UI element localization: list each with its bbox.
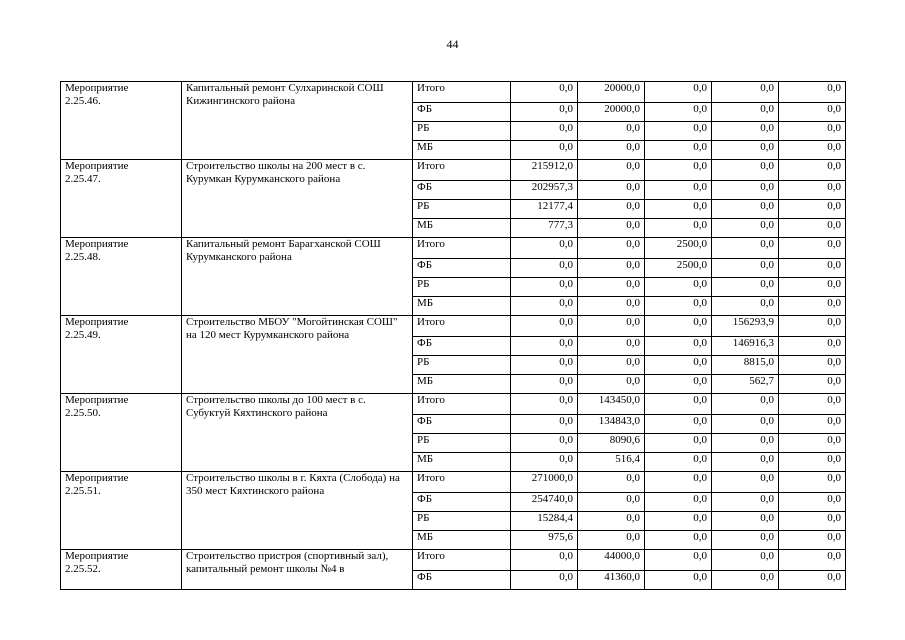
amount-cell: 0,0 <box>712 141 779 160</box>
amount-cell: 0,0 <box>645 434 712 453</box>
amount-cell: 0,0 <box>511 434 578 453</box>
event-description: Строительство МБОУ "Могойтинская СОШ" на 120 мест Курумканского района <box>182 316 413 394</box>
amount-cell: 0,0 <box>511 103 578 122</box>
amount-cell: 0,0 <box>645 453 712 472</box>
amount-cell: 0,0 <box>779 82 846 103</box>
amount-cell: 0,0 <box>779 160 846 181</box>
funding-source: Итого <box>413 82 511 103</box>
amount-cell: 0,0 <box>779 415 846 434</box>
amount-cell: 0,0 <box>712 571 779 590</box>
amount-cell: 0,0 <box>578 160 645 181</box>
amount-cell: 20000,0 <box>578 82 645 103</box>
amount-cell: 0,0 <box>578 278 645 297</box>
amount-cell: 0,0 <box>578 259 645 278</box>
funding-source: МБ <box>413 219 511 238</box>
funding-source: РБ <box>413 200 511 219</box>
budget-table <box>60 81 846 590</box>
amount-cell: 0,0 <box>779 571 846 590</box>
amount-cell: 0,0 <box>645 375 712 394</box>
funding-source: ФБ <box>413 103 511 122</box>
amount-cell: 8815,0 <box>712 356 779 375</box>
amount-cell: 0,0 <box>779 141 846 160</box>
event-description: Строительство школы в г. Кяхта (Слобода) на 350 мест Кяхтинского района <box>182 472 413 550</box>
amount-cell: 0,0 <box>645 472 712 493</box>
amount-cell: 0,0 <box>712 200 779 219</box>
funding-source: ФБ <box>413 337 511 356</box>
amount-cell: 0,0 <box>578 181 645 200</box>
amount-cell: 0,0 <box>712 297 779 316</box>
amount-cell: 0,0 <box>645 219 712 238</box>
amount-cell: 0,0 <box>511 337 578 356</box>
amount-cell: 0,0 <box>779 219 846 238</box>
amount-cell: 0,0 <box>712 181 779 200</box>
amount-cell: 0,0 <box>645 297 712 316</box>
amount-cell: 41360,0 <box>578 571 645 590</box>
amount-cell: 0,0 <box>645 82 712 103</box>
amount-cell: 0,0 <box>578 337 645 356</box>
amount-cell: 20000,0 <box>578 103 645 122</box>
amount-cell: 44000,0 <box>578 550 645 571</box>
amount-cell: 2500,0 <box>645 238 712 259</box>
amount-cell: 0,0 <box>779 278 846 297</box>
amount-cell: 0,0 <box>779 434 846 453</box>
funding-source: РБ <box>413 122 511 141</box>
event-description: Строительство школы на 200 мест в с. Курумкан Курумканского района <box>182 160 413 238</box>
amount-cell: 0,0 <box>779 512 846 531</box>
event-description: Строительство школы до 100 мест в с. Субуктуй Кяхтинского района <box>182 394 413 472</box>
table-row <box>61 394 846 415</box>
amount-cell: 0,0 <box>645 571 712 590</box>
amount-cell: 975,6 <box>511 531 578 550</box>
page-number: 44 <box>446 37 459 51</box>
amount-cell: 0,0 <box>645 200 712 219</box>
funding-source: МБ <box>413 375 511 394</box>
amount-cell: 271000,0 <box>511 472 578 493</box>
amount-cell: 0,0 <box>645 550 712 571</box>
funding-source: МБ <box>413 297 511 316</box>
amount-cell: 0,0 <box>578 316 645 337</box>
amount-cell: 0,0 <box>712 238 779 259</box>
amount-cell: 0,0 <box>511 550 578 571</box>
amount-cell: 0,0 <box>511 356 578 375</box>
event-label: Мероприятие 2.25.51. <box>61 472 182 550</box>
funding-source: Итого <box>413 238 511 259</box>
amount-cell: 0,0 <box>645 493 712 512</box>
amount-cell: 0,0 <box>645 160 712 181</box>
amount-cell: 0,0 <box>578 512 645 531</box>
funding-source: РБ <box>413 278 511 297</box>
amount-cell: 0,0 <box>779 238 846 259</box>
amount-cell: 0,0 <box>645 337 712 356</box>
amount-cell: 0,0 <box>779 493 846 512</box>
amount-cell: 0,0 <box>712 278 779 297</box>
amount-cell: 0,0 <box>779 316 846 337</box>
amount-cell: 0,0 <box>645 103 712 122</box>
amount-cell: 0,0 <box>779 394 846 415</box>
amount-cell: 0,0 <box>779 103 846 122</box>
table-row <box>61 238 846 259</box>
amount-cell: 0,0 <box>578 297 645 316</box>
amount-cell: 0,0 <box>511 141 578 160</box>
amount-cell: 0,0 <box>712 434 779 453</box>
amount-cell: 0,0 <box>779 122 846 141</box>
amount-cell: 0,0 <box>712 82 779 103</box>
amount-cell: 0,0 <box>712 472 779 493</box>
amount-cell: 777,3 <box>511 219 578 238</box>
event-label: Мероприятие 2.25.48. <box>61 238 182 316</box>
amount-cell: 0,0 <box>511 122 578 141</box>
amount-cell: 0,0 <box>779 375 846 394</box>
funding-source: РБ <box>413 512 511 531</box>
amount-cell: 0,0 <box>779 337 846 356</box>
amount-cell: 0,0 <box>712 493 779 512</box>
funding-source: Итого <box>413 550 511 571</box>
amount-cell: 0,0 <box>645 181 712 200</box>
amount-cell: 0,0 <box>645 415 712 434</box>
table-row <box>61 550 846 571</box>
amount-cell: 0,0 <box>712 219 779 238</box>
table-row <box>61 472 846 493</box>
amount-cell: 0,0 <box>578 531 645 550</box>
amount-cell: 0,0 <box>578 238 645 259</box>
event-description: Капитальный ремонт Барагханской СОШ Курумканского района <box>182 238 413 316</box>
amount-cell: 0,0 <box>511 259 578 278</box>
amount-cell: 0,0 <box>511 571 578 590</box>
amount-cell: 0,0 <box>712 512 779 531</box>
amount-cell: 0,0 <box>779 531 846 550</box>
amount-cell: 143450,0 <box>578 394 645 415</box>
funding-source: ФБ <box>413 181 511 200</box>
event-label: Мероприятие 2.25.52. <box>61 550 182 590</box>
funding-source: ФБ <box>413 415 511 434</box>
funding-source: РБ <box>413 356 511 375</box>
amount-cell: 0,0 <box>645 278 712 297</box>
amount-cell: 0,0 <box>779 297 846 316</box>
amount-cell: 0,0 <box>712 259 779 278</box>
amount-cell: 0,0 <box>712 103 779 122</box>
amount-cell: 2500,0 <box>645 259 712 278</box>
funding-source: ФБ <box>413 493 511 512</box>
amount-cell: 12177,4 <box>511 200 578 219</box>
event-description: Капитальный ремонт Сулхаринской СОШ Кижингинского района <box>182 82 413 160</box>
amount-cell: 0,0 <box>645 122 712 141</box>
amount-cell: 215912,0 <box>511 160 578 181</box>
amount-cell: 0,0 <box>578 141 645 160</box>
amount-cell: 0,0 <box>511 453 578 472</box>
table-row <box>61 316 846 337</box>
funding-source: ФБ <box>413 571 511 590</box>
funding-source: Итого <box>413 472 511 493</box>
funding-source: МБ <box>413 141 511 160</box>
funding-source: МБ <box>413 453 511 472</box>
amount-cell: 0,0 <box>578 375 645 394</box>
event-label: Мероприятие 2.25.47. <box>61 160 182 238</box>
amount-cell: 0,0 <box>712 160 779 181</box>
funding-source: МБ <box>413 531 511 550</box>
amount-cell: 0,0 <box>511 394 578 415</box>
amount-cell: 0,0 <box>578 200 645 219</box>
amount-cell: 0,0 <box>578 356 645 375</box>
event-label: Мероприятие 2.25.50. <box>61 394 182 472</box>
amount-cell: 0,0 <box>645 394 712 415</box>
amount-cell: 0,0 <box>511 238 578 259</box>
amount-cell: 0,0 <box>511 278 578 297</box>
amount-cell: 146916,3 <box>712 337 779 356</box>
amount-cell: 0,0 <box>779 550 846 571</box>
funding-source: РБ <box>413 434 511 453</box>
amount-cell: 516,4 <box>578 453 645 472</box>
amount-cell: 0,0 <box>779 356 846 375</box>
amount-cell: 0,0 <box>779 259 846 278</box>
amount-cell: 0,0 <box>779 453 846 472</box>
amount-cell: 0,0 <box>511 316 578 337</box>
amount-cell: 0,0 <box>645 512 712 531</box>
amount-cell: 562,7 <box>712 375 779 394</box>
amount-cell: 15284,4 <box>511 512 578 531</box>
amount-cell: 0,0 <box>578 493 645 512</box>
event-description: Строительство пристроя (спортивный зал), капитальный ремонт школы №4 в <box>182 550 413 590</box>
amount-cell: 202957,3 <box>511 181 578 200</box>
amount-cell: 0,0 <box>779 181 846 200</box>
funding-source: Итого <box>413 394 511 415</box>
amount-cell: 156293,9 <box>712 316 779 337</box>
amount-cell: 0,0 <box>712 415 779 434</box>
amount-cell: 0,0 <box>712 550 779 571</box>
amount-cell: 0,0 <box>578 219 645 238</box>
amount-cell: 0,0 <box>712 531 779 550</box>
amount-cell: 0,0 <box>511 375 578 394</box>
event-label: Мероприятие 2.25.49. <box>61 316 182 394</box>
table-row <box>61 82 846 103</box>
amount-cell: 0,0 <box>645 356 712 375</box>
amount-cell: 0,0 <box>645 316 712 337</box>
amount-cell: 254740,0 <box>511 493 578 512</box>
amount-cell: 8090,6 <box>578 434 645 453</box>
amount-cell: 0,0 <box>779 472 846 493</box>
amount-cell: 134843,0 <box>578 415 645 434</box>
amount-cell: 0,0 <box>645 531 712 550</box>
amount-cell: 0,0 <box>578 122 645 141</box>
amount-cell: 0,0 <box>645 141 712 160</box>
amount-cell: 0,0 <box>578 472 645 493</box>
amount-cell: 0,0 <box>511 82 578 103</box>
funding-source: ФБ <box>413 259 511 278</box>
funding-source: Итого <box>413 160 511 181</box>
table-row <box>61 160 846 181</box>
amount-cell: 0,0 <box>712 453 779 472</box>
amount-cell: 0,0 <box>712 122 779 141</box>
amount-cell: 0,0 <box>511 415 578 434</box>
amount-cell: 0,0 <box>712 394 779 415</box>
funding-source: Итого <box>413 316 511 337</box>
amount-cell: 0,0 <box>779 200 846 219</box>
amount-cell: 0,0 <box>511 297 578 316</box>
event-label: Мероприятие 2.25.46. <box>61 82 182 160</box>
